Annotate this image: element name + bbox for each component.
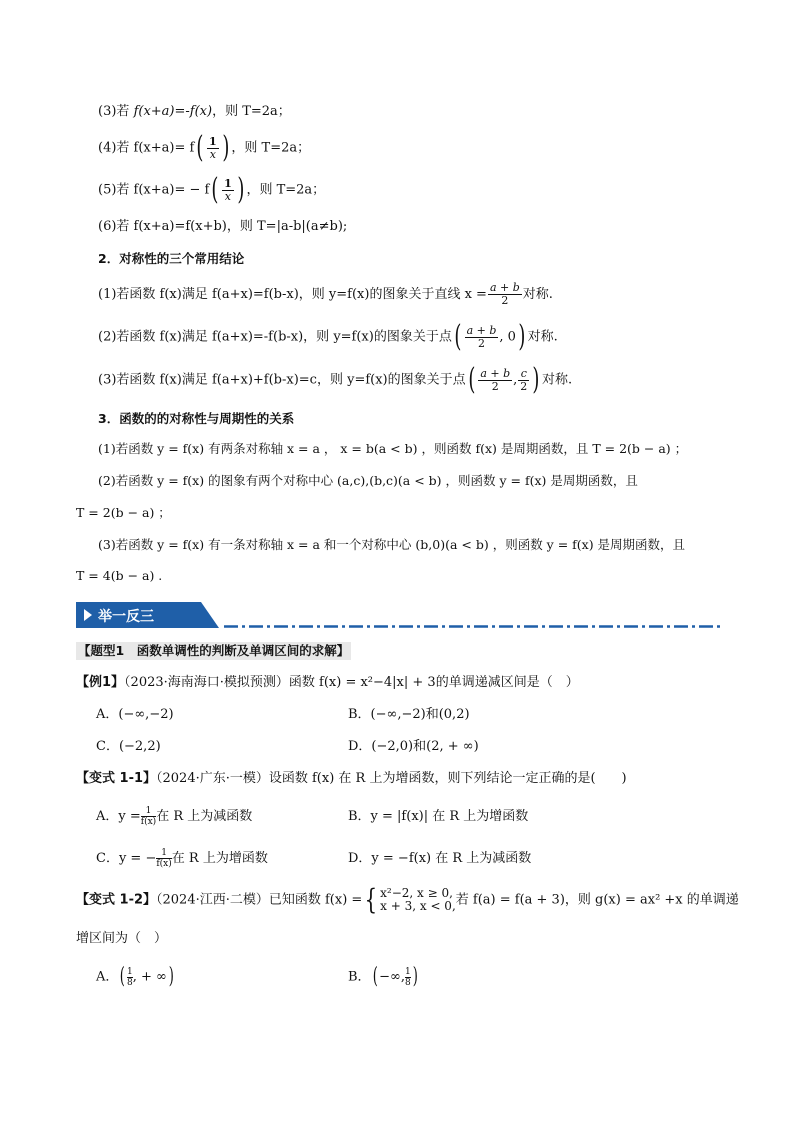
banner-label: 举一反三 [98, 609, 154, 625]
relation-2b: T = 2(b − a) ； [76, 505, 171, 520]
heading-symmetry: 2．对称性的三个常用结论 [98, 251, 245, 266]
variant-1-2-option-b[interactable]: B．( −∞, $\frac{1}{8}$ ) [348, 964, 418, 989]
example-1-option-a[interactable]: A．(−∞,−2) [96, 707, 174, 722]
rule-4: (4)若 f(x+a)= f( $\frac{1}{x}$ ) ，则 T=2a； [98, 130, 311, 165]
relation-3b: T = 4(b − a) . [76, 568, 163, 583]
sym-2: (2)若函数 f(x)满足 f(a+x)=-f(b-x)，则 y=f(x)的图象关于点( $\frac{a + b}{2}$ , 0) 对称. [98, 319, 558, 354]
example-1-option-d[interactable]: D．(−2,0)和(2, + ∞) [348, 739, 479, 754]
heading-relation: 3．函数的的对称性与周期性的关系 [98, 411, 295, 426]
example-1-question: 【例1】（2023·海南海口·模拟预测）函数 f(x) = x²−4|x| + 3的单调递减区间是（ ） [76, 675, 579, 690]
variant-1-1-option-a[interactable]: A．y = $\frac{1}{f(x)}$ 在 R 上为减函数 [96, 806, 253, 827]
relation-3a: (3)若函数 y = f(x) 有一条对称轴 x = a 和一个对称中心 (b,0)(a < b) ，则函数 y = f(x) 是周期函数，且 [98, 537, 686, 552]
type-title: 【题型1 函数单调性的判断及单调区间的求解】 [78, 643, 350, 658]
variant-1-2-option-a[interactable]: A．( $\frac{1}{8}$ , + ∞) [96, 964, 174, 989]
rule-6: (6)若 f(x+a)=f(x+b)，则 T=|a-b|(a≠b); [98, 219, 348, 234]
sym-3: (3)若函数 f(x)满足 f(a+x)+f(b-x)=c，则 y=f(x)的图象关于点( $\frac{a + b}{2}$ , $\frac{c}{2}$ ) 对称. [98, 362, 573, 397]
variant-1-1-option-b[interactable]: B．y = |f(x)| 在 R 上为增函数 [348, 809, 529, 824]
variant-1-1-option-d[interactable]: D．y = −f(x) 在 R 上为减函数 [348, 851, 532, 866]
example-1-option-c[interactable]: C．(−2,2) [96, 739, 161, 754]
example-1-option-b[interactable]: B．(−∞,−2)和(0,2) [348, 707, 470, 722]
variant-1-1-option-c[interactable]: C．y = − $\frac{1}{f(x)}$ 在 R 上为增函数 [96, 848, 268, 869]
relation-1: (1)若函数 y = f(x) 有两条对称轴 x = a ， x = b(a < b) ，则函数 f(x) 是周期函数，且 T = 2(b − a) ； [98, 441, 688, 456]
dash-dot-divider [224, 625, 720, 628]
rule-5: (5)若 f(x+a)= − f( $\frac{1}{x}$ ) ，则 T=2a； [98, 172, 326, 207]
variant-1-2-question: 【变式 1-2】（2024·江西·二模）已知函数 f(x) ={ x²−2, x ≥ 0, x + 3, x < 0, 若 f(a) = f(a + 3)，则 g(x) = ax² +x 的单调递 [76, 883, 739, 916]
variant-1-2-question-line2: 增区间为（ ） [76, 931, 168, 946]
variant-1-1-question: 【变式 1-1】（2024·广东·一模）设函数 f(x) 在 R 上为增函数，则下列结论一定正确的是( ) [76, 771, 627, 786]
rule-3: (3)若 f(x+a)=-f(x)，则 T=2a； [98, 104, 291, 119]
relation-2a: (2)若函数 y = f(x) 的图象有两个对称中心 (a,c),(b,c)(a < b) ，则函数 y = f(x) 是周期函数，且 [98, 473, 638, 488]
sym-1: (1)若函数 f(x)满足 f(a+x)=f(b-x)，则 y=f(x)的图象关于直线 x = $\frac{a + b}{2}$ 对称. [98, 281, 553, 307]
